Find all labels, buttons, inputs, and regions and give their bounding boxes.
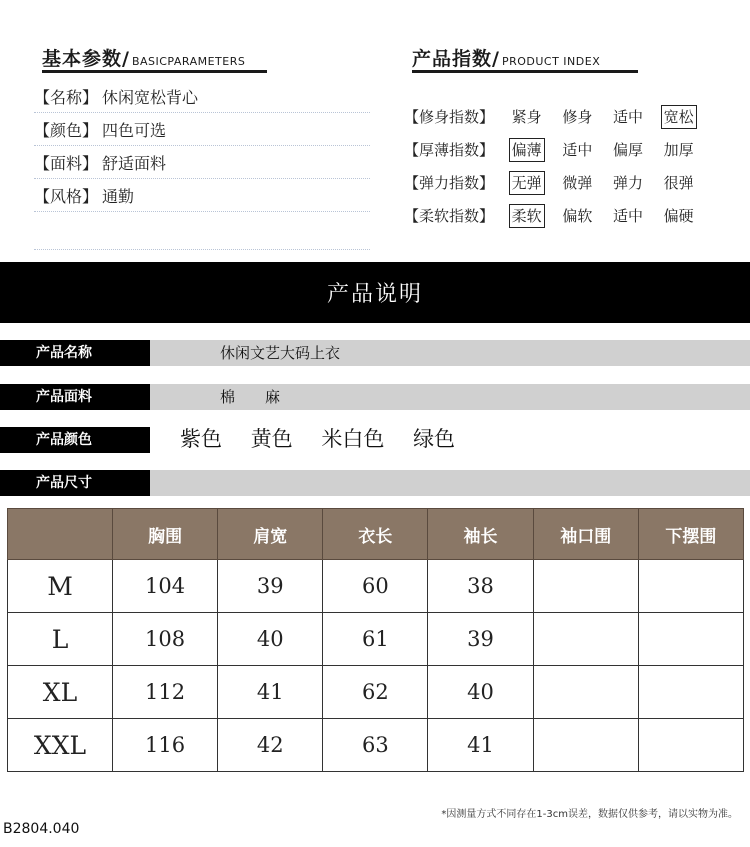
table-header-cell: 袖口围 [533,509,638,560]
info-row-fabric [0,384,750,410]
info-value: 休闲文艺大码上衣 [150,340,750,366]
table-row [8,666,744,719]
product-description-banner: 产品说明 [0,262,750,323]
table-row [8,560,744,613]
index-option: 修身 [562,107,593,126]
basic-parameters-list [34,80,370,250]
index-title-en: PRODUCT INDEX [501,55,601,68]
index-row-softness [404,199,704,232]
index-tag: 【柔软指数】 [404,207,495,225]
info-row-color [0,427,750,453]
param-row-blank [34,212,370,250]
table-cell: 62 [323,666,428,719]
info-label: 产品颜色 [0,427,150,453]
table-header-cell: 下摆围 [638,509,743,560]
param-value: 四色可选 [102,120,167,140]
table-header-cell: 肩宽 [218,509,323,560]
param-row-fabric [34,146,370,179]
param-tag: 【风格】 [34,186,99,206]
info-value: 棉 麻 [150,384,750,410]
table-cell: 41 [218,666,323,719]
param-value: 舒适面料 [102,153,167,173]
table-cell: 41 [428,719,533,772]
table-cell: 40 [428,666,533,719]
index-option-selected: 无弹 [501,171,552,195]
table-cell: 112 [113,666,218,719]
index-option: 紧身 [511,107,542,126]
color-option: 米白色 [321,427,385,451]
table-cell: 104 [113,560,218,613]
param-tag: 【颜色】 [34,120,99,140]
heading-rule [42,70,267,73]
table-cell: 38 [428,560,533,613]
index-row-thickness [404,133,704,166]
info-value [150,470,750,496]
param-row-color [34,113,370,146]
color-option: 黄色 [250,427,293,451]
index-option: 弹力 [612,173,643,192]
basic-title-en: BASICPARAMETERS [131,55,246,68]
table-cell [533,560,638,613]
param-row-name [34,80,370,113]
info-label: 产品尺寸 [0,470,150,496]
basic-title-cn: 基本参数/ [42,48,130,70]
index-option-selected: 柔软 [501,204,552,228]
index-tag: 【弹力指数】 [404,174,495,192]
measurement-note: *因测量方式不同存在1-3cm误差，数据仅供参考，请以实物为准。 [441,809,738,820]
param-value: 休闲宽松背心 [102,87,199,107]
table-header-cell: 袖长 [428,509,533,560]
table-header-cell: 衣长 [323,509,428,560]
table-cell [638,666,743,719]
info-label: 产品面料 [0,384,150,410]
table-cell [638,613,743,666]
table-header-cell [8,509,113,560]
info-value-colors [150,427,750,453]
index-option-selected: 偏薄 [501,138,552,162]
table-cell: 61 [323,613,428,666]
product-code: B2804.040 [3,821,80,837]
table-cell: 116 [113,719,218,772]
table-cell: 40 [218,613,323,666]
size-cell: L [8,613,113,666]
index-title-cn: 产品指数/ [412,48,500,70]
size-cell: XL [8,666,113,719]
color-option: 绿色 [413,427,456,451]
table-cell [533,719,638,772]
index-row-elasticity [404,166,704,199]
info-row-size [0,470,750,496]
index-tag: 【厚薄指数】 [404,141,495,159]
table-cell [533,613,638,666]
table-cell: 63 [323,719,428,772]
table-cell: 39 [218,560,323,613]
table-cell [533,666,638,719]
index-option: 偏厚 [612,140,643,159]
table-cell: 42 [218,719,323,772]
basic-parameters-heading [42,44,245,74]
index-option: 微弹 [562,173,593,192]
size-cell: XXL [8,719,113,772]
table-header-row [8,509,744,560]
table-cell [638,719,743,772]
index-option: 很弹 [663,173,694,192]
param-tag: 【面料】 [34,153,99,173]
index-option: 偏软 [562,206,593,225]
index-option: 适中 [562,140,593,159]
size-table [7,508,744,772]
size-cell: M [8,560,113,613]
index-option: 偏硬 [663,206,694,225]
index-row-fit [404,100,704,133]
param-tag: 【名称】 [34,87,99,107]
info-row-name [0,340,750,366]
table-header-cell: 胸围 [113,509,218,560]
index-option: 加厚 [663,140,694,159]
table-cell: 108 [113,613,218,666]
table-cell: 39 [428,613,533,666]
table-cell [638,560,743,613]
product-index-heading [412,44,600,74]
table-row [8,613,744,666]
color-option: 紫色 [180,427,222,451]
param-value: 通勤 [102,186,135,206]
index-option: 适中 [612,107,643,126]
product-index-list [404,100,704,232]
param-row-style [34,179,370,212]
index-option: 适中 [612,206,643,225]
table-cell: 60 [323,560,428,613]
heading-rule [412,70,638,73]
table-row [8,719,744,772]
index-option-selected: 宽松 [653,105,704,129]
index-tag: 【修身指数】 [404,108,495,126]
info-label: 产品名称 [0,340,150,366]
